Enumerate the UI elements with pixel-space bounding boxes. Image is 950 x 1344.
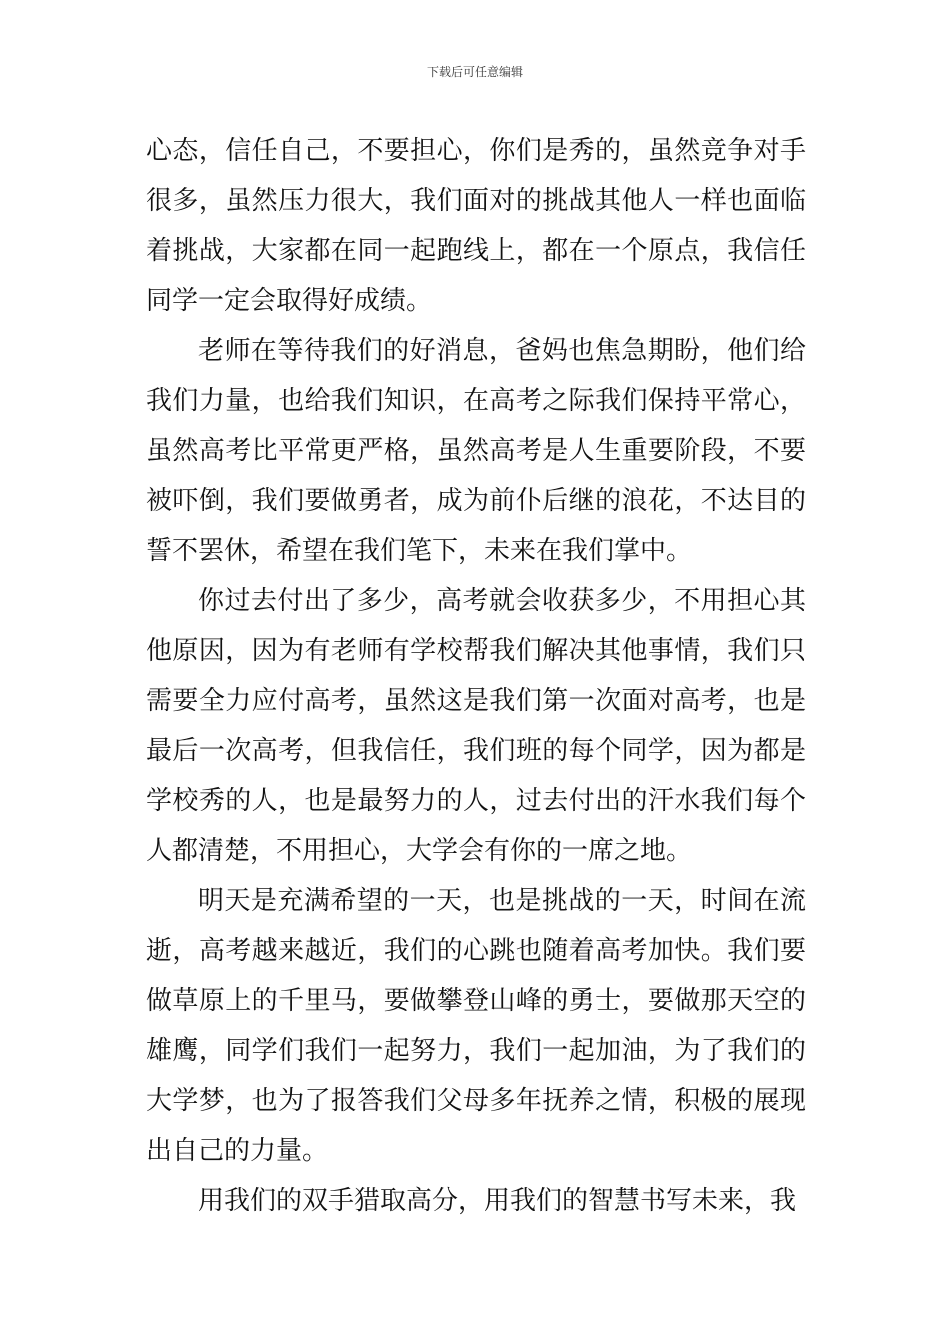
paragraph-1: 心态，信任自己，不要担心，你们是秀的，虽然竞争对手很多，虽然压力很大，我们面对的挑战其他人一样也面临着挑战，大家都在同一起跑线上，都在一个原点，我信任同学一定会取得好成绩。 bbox=[146, 136, 806, 316]
paragraph-3: 你过去付出了多少，高考就会收获多少，不用担心其他原因，因为有老师有学校帮我们解决其他事情，我们只需要全力应付高考，虽然这是我们第一次面对高考，也是最后一次高考，但我信任，我们班的每个同学，因为都是学校秀的人，也是最努力的人，过去付出的汗水我们每个人都清楚，不用担心，大学会有你的一席之地。 bbox=[146, 586, 806, 866]
page-header: 下载后可任意编辑 bbox=[426, 65, 523, 79]
paragraph-5: 用我们的双手猎取高分，用我们的智慧书写未来，我 bbox=[198, 1186, 797, 1216]
document-body bbox=[146, 126, 806, 1226]
paragraph-2: 老师在等待我们的好消息，爸妈也焦急期盼，他们给我们力量，也给我们知识，在高考之际我们保持平常心，虽然高考比平常更严格，虽然高考是人生重要阶段，不要被吓倒，我们要做勇者，成为前仆后继的浪花，不达目的誓不罢休，希望在我们笔下，未来在我们掌中。 bbox=[146, 336, 806, 566]
paragraph-4: 明天是充满希望的一天，也是挑战的一天，时间在流逝，高考越来越近，我们的心跳也随着高考加快。我们要做草原上的千里马，要做攀登山峰的勇士，要做那天空的雄鹰，同学们我们一起努力，我们一起加油，为了我们的大学梦，也为了报答我们父母多年抚养之情，积极的展现出自己的力量。 bbox=[146, 886, 806, 1166]
